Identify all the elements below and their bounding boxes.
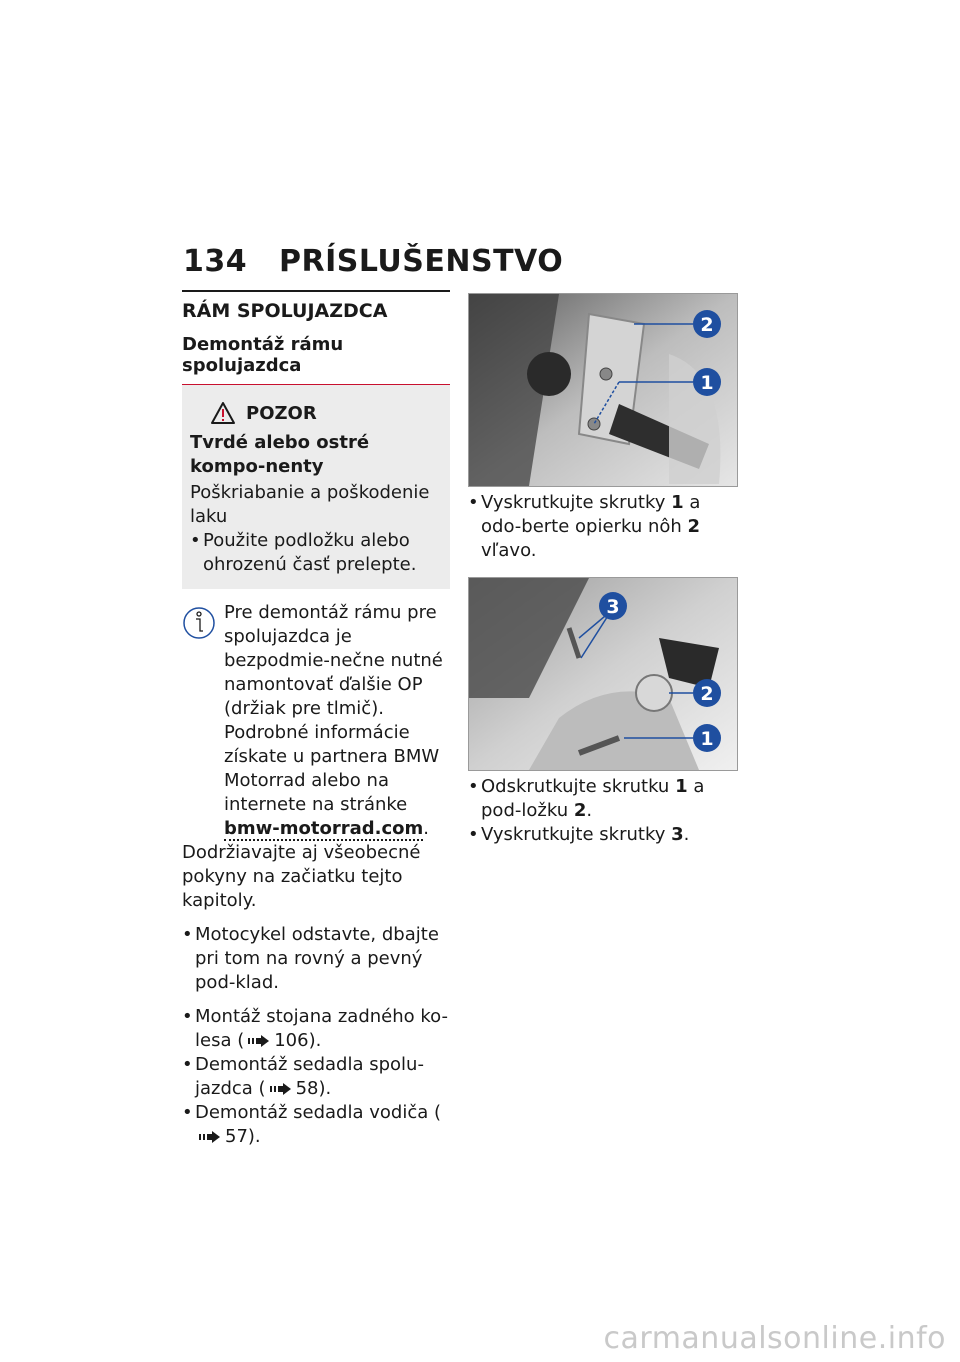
step-end: ). (308, 1030, 322, 1051)
page-number: 134 (183, 244, 248, 279)
watermark: carmanualsonline.info (603, 1321, 946, 1356)
section-title: RÁM SPOLUJAZDCA (182, 290, 450, 322)
page-ref[interactable]: 106 (274, 1030, 309, 1051)
ref-number: 1 (675, 776, 688, 797)
step-text: Demontáž sedadla spolu-jazdca ( (195, 1054, 424, 1099)
page-ref-arrow-icon (248, 1035, 270, 1047)
info-text-end: . (423, 818, 429, 839)
callout-label: 1 (700, 372, 714, 394)
callout-label: 2 (700, 683, 714, 705)
info-text (182, 601, 450, 841)
callout-label: 3 (606, 596, 620, 618)
warning-box (182, 385, 450, 589)
frame-mount-illustration (469, 578, 737, 770)
step-text: a odo-berte opierku nôh (481, 492, 701, 537)
ref-number: 2 (573, 800, 587, 821)
step-item (182, 1005, 450, 1053)
figure-frame-mount (468, 577, 738, 771)
page-ref-arrow-icon (270, 1083, 292, 1095)
step-end: ). (318, 1078, 332, 1099)
info-icon (182, 605, 216, 641)
step-list-1 (182, 923, 450, 995)
step-item: • Motocykel odstavte, dbajte pri tom na rovný a pevný pod-klad. (182, 923, 450, 995)
callout-2 (693, 679, 721, 707)
callout-1 (693, 724, 721, 752)
callout-1 (693, 368, 721, 396)
warning-triangle-icon (210, 401, 236, 425)
step-text: a pod-ložku (481, 776, 705, 821)
step-end: ). (247, 1126, 261, 1147)
step-item (468, 491, 738, 563)
step-text: Vyskrutkujte skrutky (481, 492, 672, 513)
step-item (468, 775, 738, 823)
left-column (182, 290, 450, 1149)
figure2-steps (468, 775, 738, 847)
figure-footrest (468, 293, 738, 487)
step-text: Montáž stojana zadného ko-lesa ( (195, 1006, 449, 1051)
ref-number: 1 (671, 492, 684, 513)
callout-label: 1 (700, 728, 714, 750)
step-text: Demontáž sedadla vodiča ( (195, 1102, 441, 1123)
step-item (182, 1101, 450, 1149)
website-link[interactable]: bmw-motorrad.com (224, 818, 424, 839)
info-text-2: Dodržiavajte aj všeobecné pokyny na začiatku tejto kapitoly. (182, 842, 421, 911)
chapter-title: PRÍSLUŠENSTVO (279, 244, 564, 279)
page-ref[interactable]: 57 (225, 1126, 248, 1147)
step-item (182, 1053, 450, 1101)
footrest-illustration (469, 294, 737, 486)
warning-bullets (190, 529, 442, 577)
warning-header (210, 401, 442, 425)
step-item (468, 823, 738, 847)
callout-2 (693, 310, 721, 338)
right-column (468, 293, 738, 847)
step-text: . (586, 800, 593, 821)
warning-label: POZOR (246, 402, 317, 424)
step-text: Vyskrutkujte skrutky (481, 824, 672, 845)
ref-number: 3 (671, 824, 684, 845)
info-text-main: Pre demontáž rámu pre spolujazdca je bezpodmie-nečne nutné namontovať ďalšie OP (držiak pre tlmič). Podrobné informácie získate u partnera BMW Motorrad alebo na internete na stránke (224, 602, 443, 815)
warning-text: Poškriabanie a poškodenie laku (190, 482, 430, 527)
page-header (183, 244, 563, 279)
step-list-2 (182, 1005, 450, 1149)
info-block (182, 601, 450, 913)
warning-bullet: • Použite podložku alebo ohrozenú časť prelepte. (190, 529, 442, 577)
page-ref[interactable]: 58 (295, 1078, 319, 1099)
figure1-steps (468, 491, 738, 563)
ref-number: 2 (687, 516, 701, 537)
step-text: Odskrutkujte skrutku (481, 776, 676, 797)
page-ref-arrow-icon (199, 1131, 221, 1143)
callout-3 (599, 592, 627, 620)
step-text: vľavo. (481, 540, 537, 561)
subsection-title: Demontáž rámu spolujazdca (182, 334, 450, 385)
step-text: . (683, 824, 690, 845)
warning-subtitle: Tvrdé alebo ostré kompo-nenty (190, 432, 370, 477)
callout-label: 2 (700, 314, 714, 336)
